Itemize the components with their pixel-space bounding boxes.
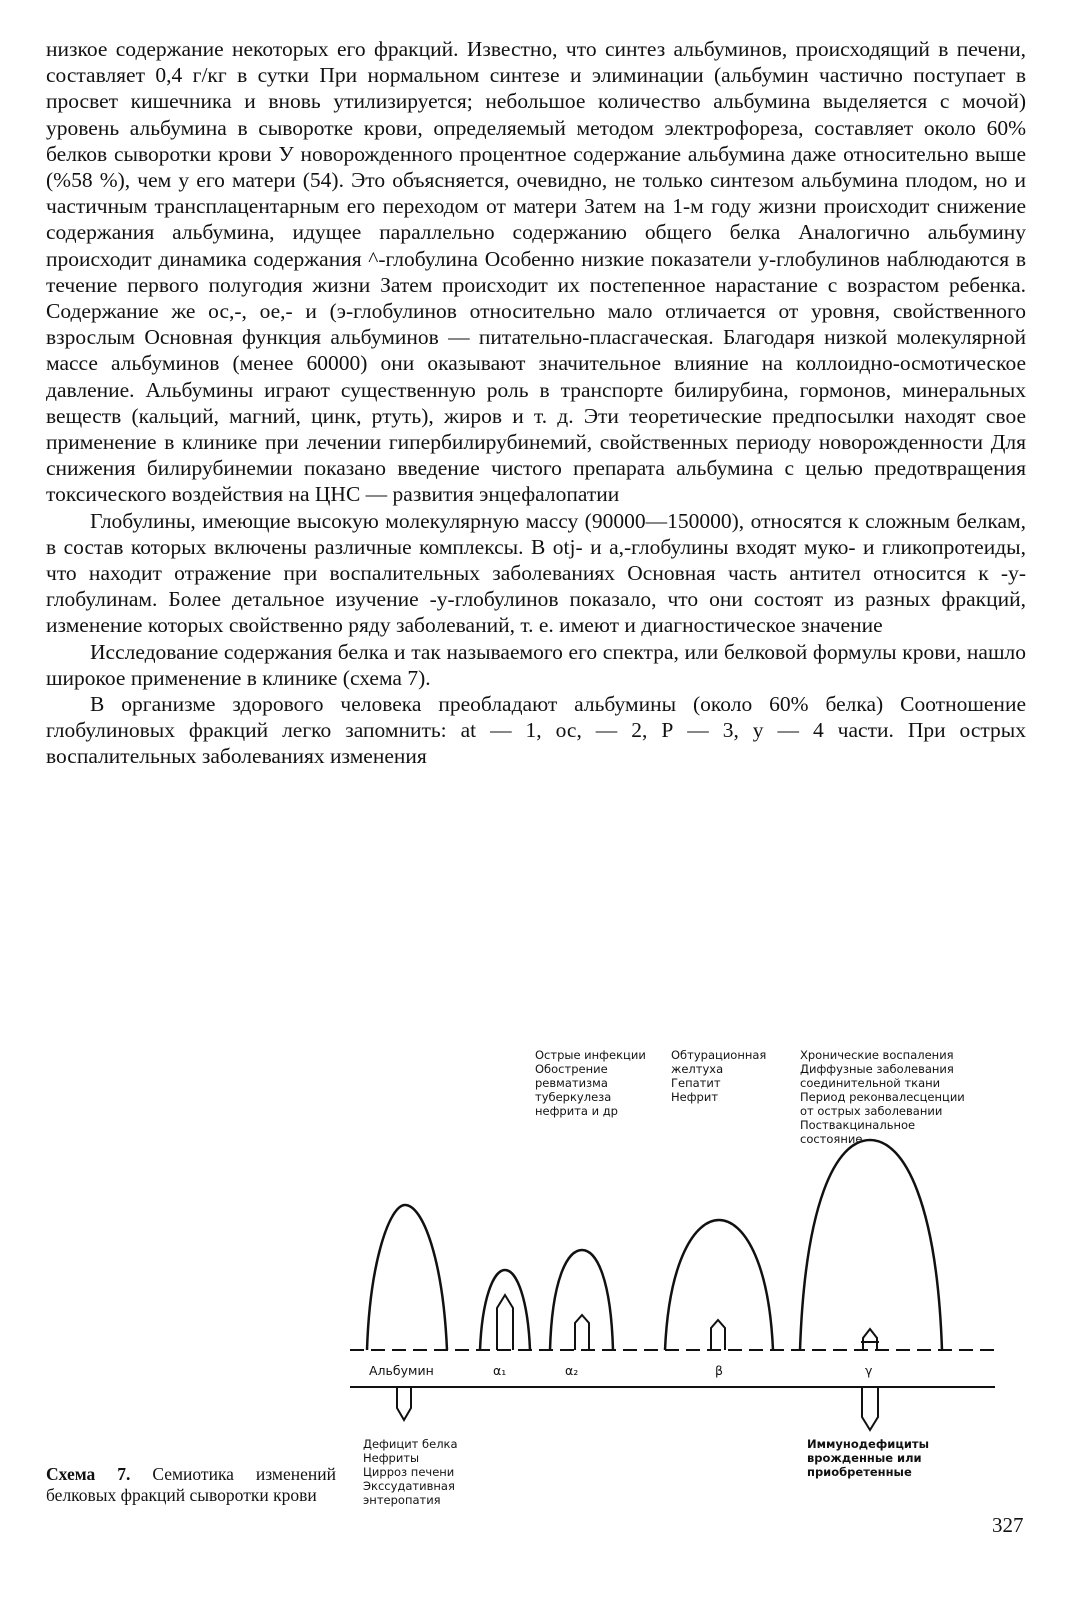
fraction-label-alpha2: α₂ (565, 1363, 579, 1378)
immunodeficiency-text (807, 1437, 933, 1479)
albumin-deficit-text (363, 1437, 461, 1507)
paragraph-1: низкое содержание некоторых его фракций. Известно, что синтез альбуминов, происходящий в печени, составляет 0,4 г/кг в сутки При нормальном синтезе и элиминации (альбумин частично поступает в просвет кишечника и вновь утилизируется; небольшое количество альбумина выделяется с мочой) уровень альбумина в сыворотке крови, определяемый методом электрофореза, составляет около 60% белков сыворотки крови У новорожденного процентное содержание альбумина даже относительно выше (%58 %), чем у его матери (54). Это объясняется, очевидно, не только синтезом альбумина плодом, но и частичным трансплацентарным его переходом от матери Затем на 1-м году жизни происходит снижение содержания альбумина, идущее параллельно содержанию общего белка Аналогично альбумину происходит динамика содержания ^-глобулина Особенно низкие показатели у-глобулинов наблюдаются в течение первого полугодия жизни Затем происходит их постепенное нарастание с возрастом ребенка. Содержание же ос,-, ое,- и (э-глобулинов относительно мало отличается от уровня, свойственного взрослым Основная функция альбуминов — питательно-пласгаческая. Благодаря низкой молекулярной массе альбуминов (менее 60000) они оказывают значительное влияние на коллоидно-осмотическое давление. Альбумины играют существенную роль в транспорте билирубина, гормонов, минеральных веществ (кальций, магний, цинк, ртуть), жиров и т. д. Эти теоретические предпосылки находят свое применение в клинике при лечении гипербилирубинемий, свойственных периоду новорожденности Для снижения билирубинемии показано введение чистого препарата альбумина с целью предотвращения токсического воздействия на ЦНС — развития энцефалопатии (46, 37, 1026, 507)
page-number: 327 (992, 1513, 1024, 1537)
albumin-deficit-line: Нефриты (363, 1451, 420, 1465)
chronic-line: Поствакцинальное (800, 1118, 916, 1132)
caption-label: Схема 7. (46, 1464, 131, 1484)
body-text (46, 36, 1026, 770)
protein-fractions-diagram (345, 1045, 1045, 1525)
gamma-down-arrow (862, 1387, 878, 1430)
paragraph-2: Глобулины, имеющие высокую молекулярную массу (90000—150000), относятся к сложным белкам, в состав которых включены различные комплексы. В otj- и a,-глобулины входят муко- и гликопротеиды, что находит отражение при воспалительных заболеваниях Основная часть антител относится к -у-глобулинам. Более детальное изучение -у-глобулинов показало, что они состоят из разных фракций, изменение которых свойственно ряду заболеваний, т. е. имеют и диагностическое значение (46, 508, 1026, 638)
gamma-marker (861, 1329, 879, 1350)
acute-text (535, 1048, 649, 1118)
fraction-label-albumin: Альбумин (369, 1363, 434, 1378)
fraction-label-gamma: γ (865, 1363, 873, 1378)
chronic-line: состояние (800, 1132, 863, 1146)
caption-text: Семиотика изменений белковых фракций сыворотки крови (46, 1464, 336, 1505)
obstructive-line: Гепатит (671, 1076, 721, 1090)
figure-caption (46, 1464, 336, 1506)
alpha2-curve (550, 1250, 613, 1350)
albumin-deficit-line: Экссудативная (363, 1479, 455, 1493)
obstructive-line: Нефрит (671, 1090, 719, 1104)
paragraph-4: В организме здорового человека преобладают альбумины (около 60% белка) Соотношение глобулиновых фракций легко запомнить: at — 1, ос, — 2, Р — 3, у — 4 части. При острых воспалительных заболеваниях изменения (46, 692, 1026, 769)
gamma-curve (800, 1140, 942, 1350)
alpha2-up-arrow (575, 1315, 589, 1350)
immunodeficiency-line: Иммунодефициты (807, 1437, 929, 1451)
chronic-line: Период реконвалесценции (800, 1090, 965, 1104)
alpha1-up-arrow (497, 1295, 513, 1350)
obstructive-text (671, 1048, 770, 1104)
albumin-down-arrow (397, 1387, 411, 1420)
obstructive-line: Обтурационная (671, 1048, 767, 1062)
fraction-label-alpha1: α₁ (493, 1363, 507, 1378)
albumin-curve (367, 1205, 447, 1350)
beta-up-arrow (711, 1320, 725, 1350)
acute-line: туберкулеза (535, 1090, 612, 1104)
chronic-line: Хронические воспаления (800, 1048, 954, 1062)
chronic-text (800, 1048, 968, 1146)
acute-line: ревматизма (535, 1076, 608, 1090)
albumin-deficit-line: Цирроз печени (363, 1465, 455, 1479)
acute-line: Острые инфекции (535, 1048, 646, 1062)
acute-line: Обострение (535, 1062, 608, 1076)
chronic-line: соединительной ткани (800, 1076, 941, 1090)
alpha1-curve (480, 1270, 530, 1350)
chronic-line: Диффузные заболевания (800, 1062, 954, 1076)
paragraph-3: Исследование содержания белка и так называемого его спектра, или белковой формулы крови, нашло широкое применение в клинике (схема 7). (46, 639, 1026, 690)
immunodeficiency-line: врожденные или (807, 1451, 922, 1465)
chronic-line: от острых заболевании (800, 1104, 943, 1118)
beta-curve (665, 1220, 773, 1350)
immunodeficiency-line: приобретенные (807, 1465, 912, 1479)
albumin-deficit-line: энтеропатия (363, 1493, 441, 1507)
albumin-deficit-line: Дефицит белка (363, 1437, 458, 1451)
acute-line: нефрита и др (535, 1104, 618, 1118)
fraction-label-beta: β (715, 1363, 723, 1378)
obstructive-line: желтуха (671, 1062, 724, 1076)
